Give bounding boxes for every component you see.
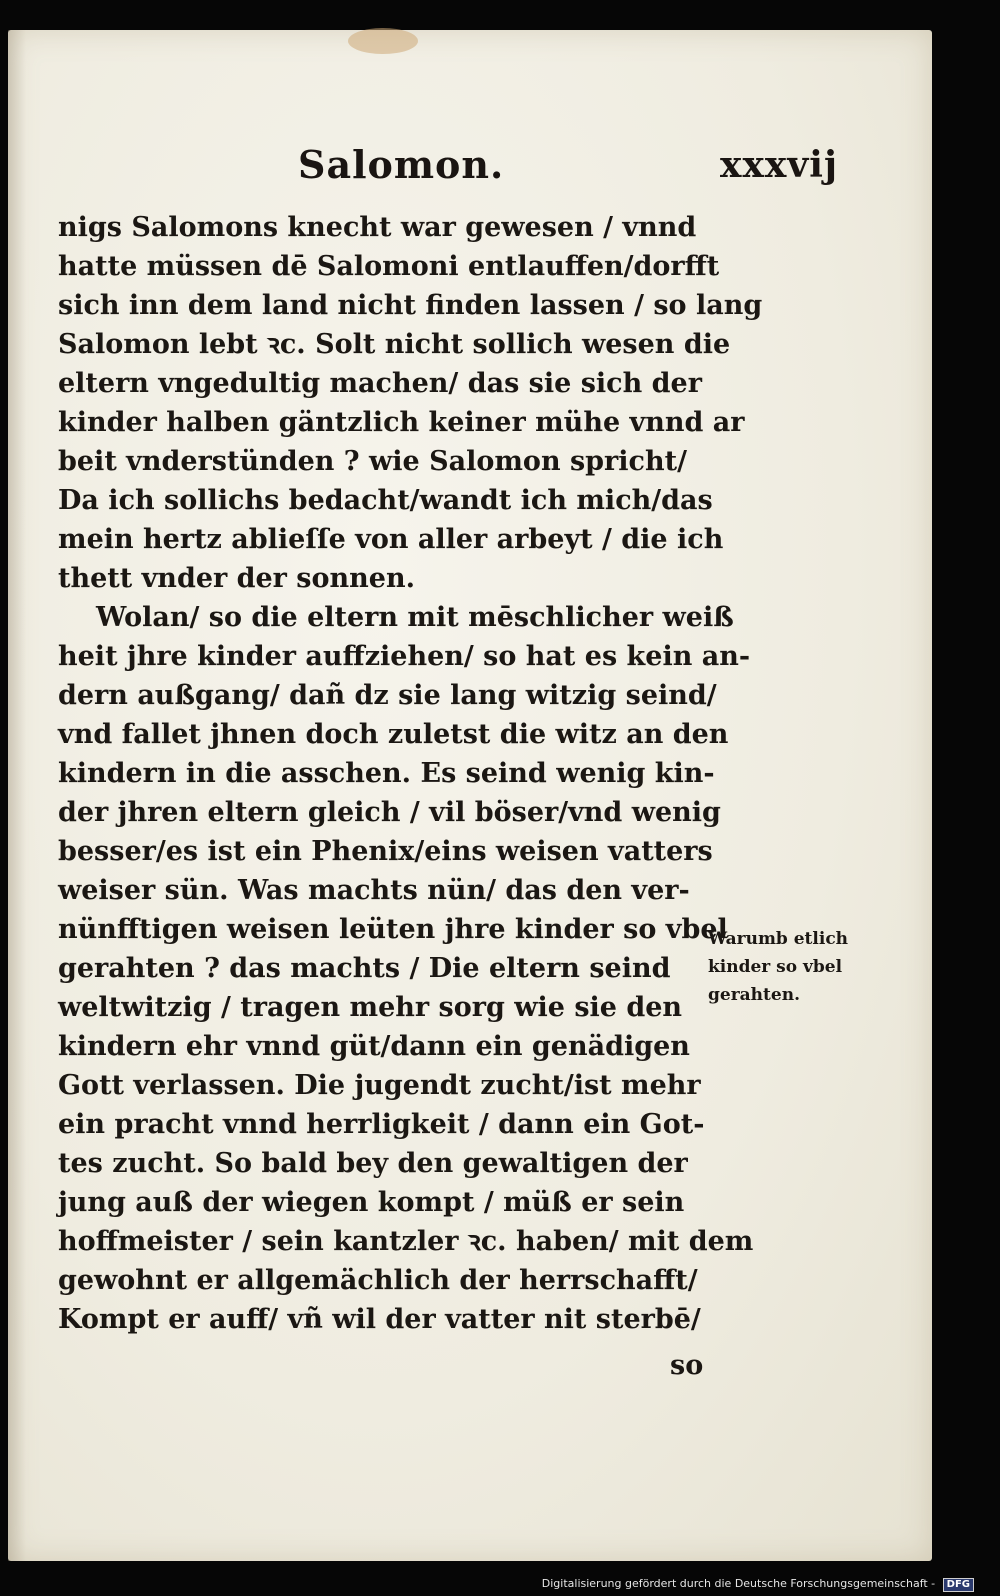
text-line: weiser sün. Was machts nün/ das den ver-	[58, 875, 690, 906]
text-line: Gott verlassen. Die jugendt zucht/ist mehr	[58, 1070, 701, 1101]
text-line: Salomon lebt ꝛc. Solt nicht sollich wesen die	[58, 329, 731, 360]
text-line: eltern vngedultig machen/ das sie sich der	[58, 368, 702, 399]
text-line: der jhren eltern gleich / vil böser/vnd wenig	[58, 797, 721, 828]
text-line: kinder halben gäntzlich keiner mühe vnnd ar	[58, 407, 745, 438]
credit-text: Digitalisierung gefördert durch die Deutsche Forschungsgemeinschaft -	[541, 1577, 936, 1590]
folio-number: xxxvij	[720, 144, 839, 186]
text-line: ein pracht vnnd herrligkeit / dann ein Got-	[58, 1109, 705, 1140]
text-line: jung auß der wiegen kompt / müß er sein	[58, 1187, 685, 1218]
text-line: hoffmeister / sein kantzler ꝛc. haben/ mit dem	[58, 1226, 754, 1257]
running-head-title: Salomon.	[298, 142, 505, 187]
text-line: sich inn dem land nicht finden lassen / so lang	[58, 290, 763, 321]
text-line: Da ich sollichs bedacht/wandt ich mich/das	[58, 485, 713, 516]
text-line: nünfftigen weisen leüten jhre kinder so vbel	[58, 914, 728, 945]
text-line: beit vnderstünden ? wie Salomon spricht/	[58, 446, 687, 477]
text-line: Wolan/ so die eltern mit mēschlicher weiß	[96, 602, 734, 633]
text-line: kindern ehr vnnd güt/dann ein genädigen	[58, 1031, 690, 1062]
marginal-note-line: kinder so vbel	[708, 957, 843, 977]
catchword: so	[670, 1350, 704, 1381]
book-page	[8, 30, 932, 1561]
digitization-credit	[542, 1577, 974, 1592]
text-line: besser/es ist ein Phenix/eins weisen vatters	[58, 836, 713, 867]
text-line: weltwitzig / tragen mehr sorg wie sie den	[58, 992, 683, 1023]
text-line: heit jhre kinder auffziehen/ so hat es kein an-	[58, 641, 751, 672]
text-line: dern außgang/ dañ dz sie lang witzig seind/	[58, 680, 717, 711]
text-line: tes zucht. So bald bey den gewaltigen der	[58, 1148, 688, 1179]
text-line: kindern in die asschen. Es seind wenig kin-	[58, 758, 715, 789]
text-line: nigs Salomons knecht war gewesen / vnnd	[58, 212, 697, 243]
body-text-block	[58, 208, 763, 1339]
marginal-note-line: Warumb etlich	[708, 929, 849, 949]
text-line: hatte müssen dē Salomoni entlauffen/dorfft	[58, 251, 720, 282]
dfg-logo-icon: DFG	[943, 1578, 974, 1592]
text-line: mein hertz ablieſſe von aller arbeyt / die ich	[58, 524, 724, 555]
text-line: Kompt er auff/ vñ wil der vatter nit sterbē/	[58, 1304, 701, 1335]
marginal-note	[708, 925, 898, 1009]
text-line: gerahten ? das machts / Die eltern seind	[58, 953, 671, 984]
paper-stain	[348, 28, 418, 54]
text-line: thett vnder der sonnen.	[58, 563, 415, 594]
text-line: vnd fallet jhnen doch zuletst die witz an den	[58, 719, 729, 750]
marginal-note-line: gerahten.	[708, 985, 800, 1005]
text-line: gewohnt er allgemächlich der herrschafft/	[58, 1265, 698, 1296]
